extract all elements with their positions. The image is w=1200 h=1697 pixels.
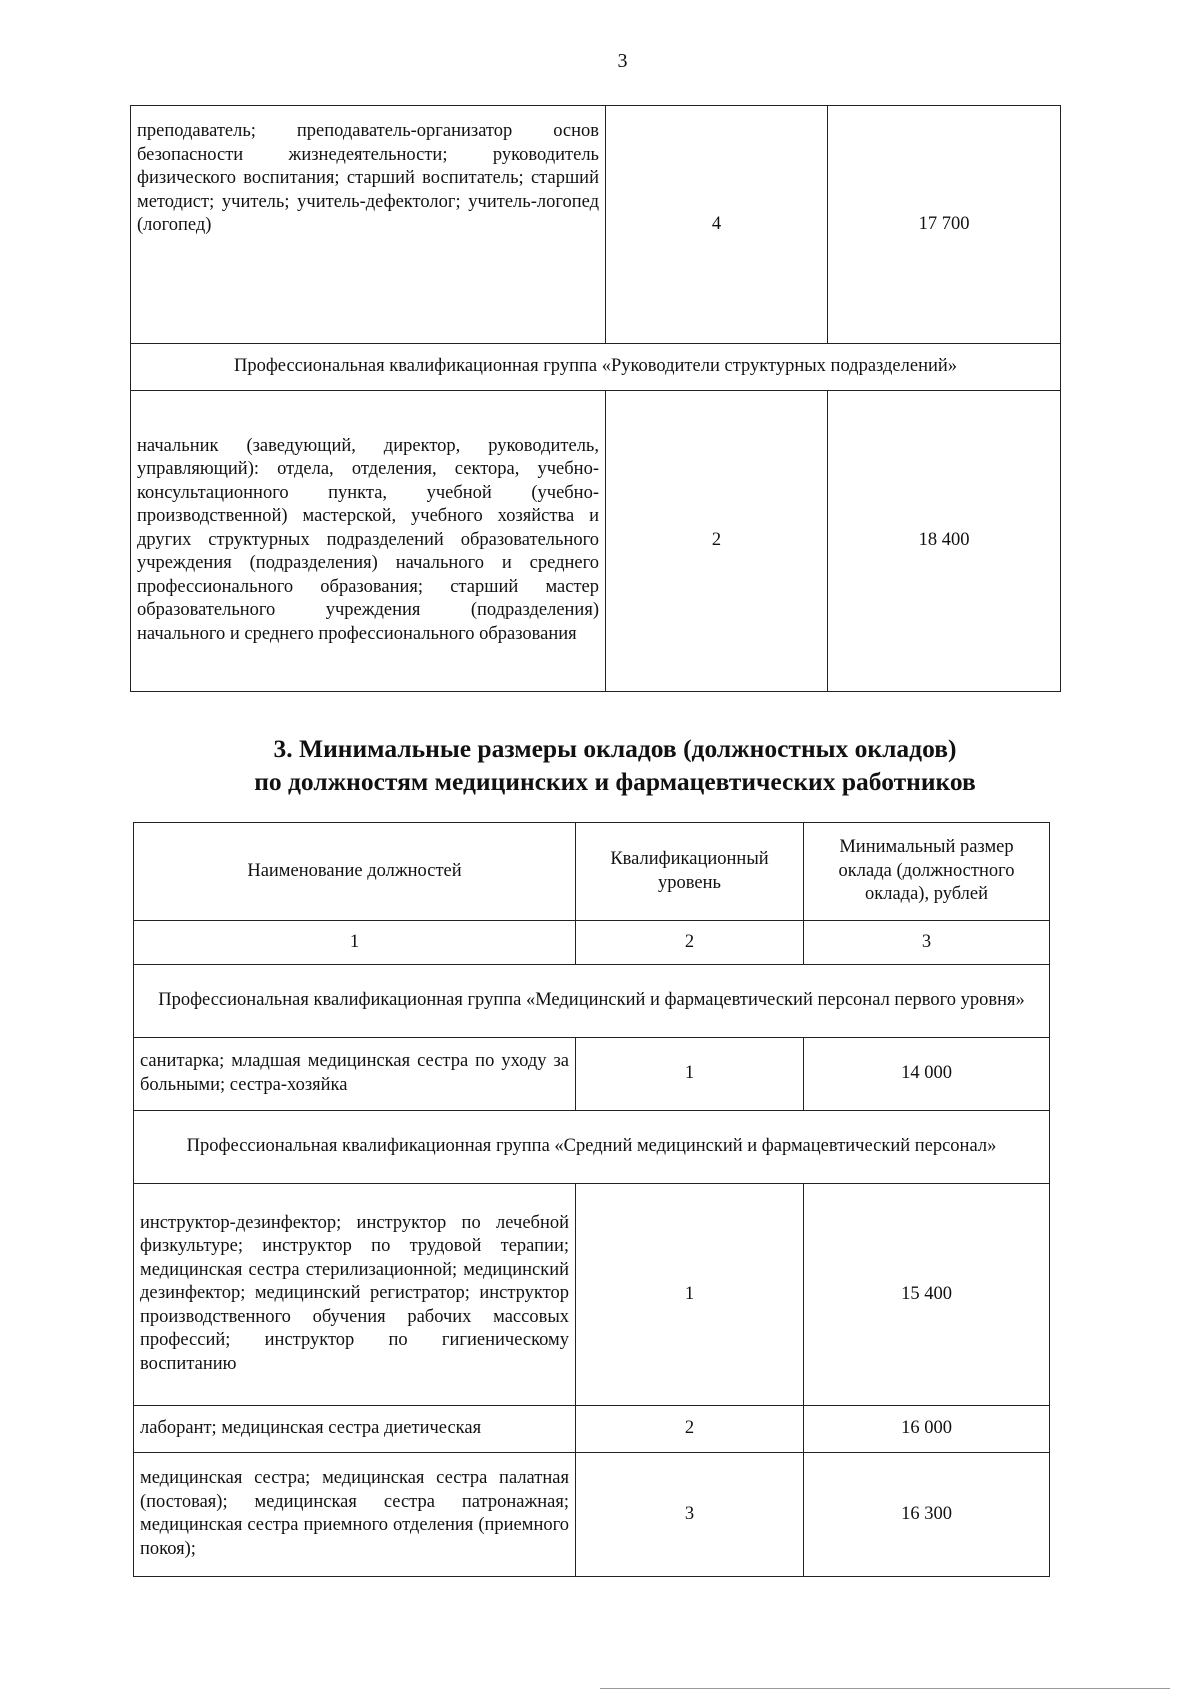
column-number: 1 [134, 921, 576, 965]
salary-amount: 14 000 [804, 1038, 1050, 1111]
header-minimum-salary: Минимальный размер оклада (должностного оклада), рублей [804, 823, 1050, 921]
section-heading-line-1: 3. Минимальные размеры окладов (должностных окладов) [273, 734, 957, 763]
header-position-name: Наименование должностей [134, 823, 576, 921]
medical-salary-table [133, 822, 1050, 1577]
qualification-level: 1 [576, 1184, 804, 1406]
group-row [134, 1111, 1050, 1184]
salary-amount: 17 700 [828, 106, 1061, 344]
qualification-level: 2 [576, 1406, 804, 1453]
qualification-level: 1 [576, 1038, 804, 1111]
salary-amount: 16 300 [804, 1453, 1050, 1577]
header-row [134, 823, 1050, 921]
group-row [131, 344, 1061, 391]
table-row [134, 1038, 1050, 1111]
table-row [134, 1453, 1050, 1577]
salary-amount: 15 400 [804, 1184, 1050, 1406]
scan-artifact-line [600, 1688, 1170, 1689]
qualification-group-title: Профессиональная квалификационная группа «Средний медицинский и фармацевтический персонал» [134, 1111, 1050, 1184]
position-name: медицинская сестра; медицинская сестра палатная (постовая); медицинская сестра патронажная; медицинская сестра приемного отделения (приемного покоя); [134, 1453, 576, 1577]
section-heading [0, 732, 1200, 798]
qualification-level: 4 [606, 106, 828, 344]
qualification-group-title: Профессиональная квалификационная группа «Медицинский и фармацевтический персонал первого уровня» [134, 965, 1050, 1038]
table-row [131, 391, 1061, 692]
table-row [131, 106, 1061, 344]
position-name: преподаватель; преподаватель-организатор основ безопасности жизнедеятельности; руководитель физического воспитания; старший воспитатель; старший методист; учитель; учитель-дефектолог; учитель-логопед (логопед) [131, 106, 606, 344]
header-qualification-level: Квалификационный уровень [576, 823, 804, 921]
column-number: 3 [804, 921, 1050, 965]
column-number-row [134, 921, 1050, 965]
section-heading-line-2: по должностям медицинских и фармацевтических работников [254, 767, 976, 796]
position-name: инструктор-дезинфектор; инструктор по лечебной физкультуре; инструктор по трудовой терапии; медицинская сестра стерилизационной; медицинский дезинфектор; медицинский регистратор; инструктор производственного обучения рабочих массовых профессий; инструктор по гигиеническому воспитанию [134, 1184, 576, 1406]
position-name: лаборант; медицинская сестра диетическая [134, 1406, 576, 1453]
table-row [134, 1406, 1050, 1453]
salary-amount: 16 000 [804, 1406, 1050, 1453]
qualification-level: 2 [606, 391, 828, 692]
page-number: 3 [617, 50, 628, 72]
qualification-level: 3 [576, 1453, 804, 1577]
column-number: 2 [576, 921, 804, 965]
position-name: начальник (заведующий, директор, руководитель, управляющий): отдела, отделения, сектора, учебно-консультационного пункта, учебной (учебно-производственной) мастерской, учебного хозяйства и других структурных подразделений образовательного учреждения (подразделения) начального и среднего профессионального образования; старший мастер образовательного учреждения (подразделения) начального и среднего профессионального образования [131, 391, 606, 692]
qualification-group-title: Профессиональная квалификационная группа «Руководители структурных подразделений» [131, 344, 1061, 391]
group-row [134, 965, 1050, 1038]
salary-table-continued [130, 105, 1061, 692]
table-row [134, 1184, 1050, 1406]
salary-amount: 18 400 [828, 391, 1061, 692]
position-name: санитарка; младшая медицинская сестра по уходу за больными; сестра-хозяйка [134, 1038, 576, 1111]
